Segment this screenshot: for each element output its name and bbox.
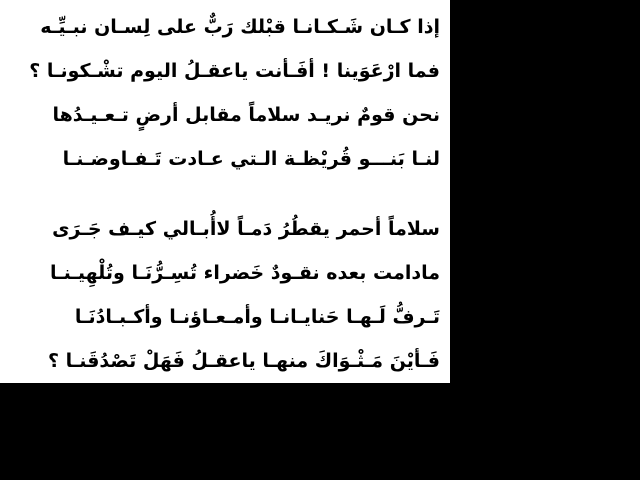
- poem-line-3: نحن قومٌ نريـد سلاماً مقابل أرضٍ تـعـيـدُها: [52, 104, 440, 126]
- poem-line-8: فَـأيْنَ مَـثْـوَاكَ منهـا ياعقـلُ فَهَلْ تَصْدُقَنـا ؟: [47, 350, 440, 372]
- poem-line-4: لنـا بَنـــو قُريْظـة الـتي عـادت تَـفـاوضـنـا: [62, 148, 440, 170]
- poem-line-5: سلاماً أحمر يقطُرُ دَمـاً لاأُبـالي كيـف جَـرَى: [52, 218, 440, 240]
- poem-line-6: مادامت بعده نقـودٌ خَضراء تُسِـرُّنَـا وتُلْهِيـنـا: [49, 262, 440, 284]
- poem-line-7: تَـرفُّ لَـهـا حَنايـانـا وأمـعـاؤنـا وأكـبـادُنَـا: [74, 306, 440, 328]
- poem-line-1: إذا كـان شَـكـانـا قبْلك رَبٌّ على لِسـان نبـيِّـه: [40, 16, 440, 38]
- poem-line-2: فما ارْعَوَينا ! أفَـأنت ياعقـلُ اليوم تشْـكونـا ؟: [29, 60, 440, 82]
- stanza-gap: [0, 181, 440, 207]
